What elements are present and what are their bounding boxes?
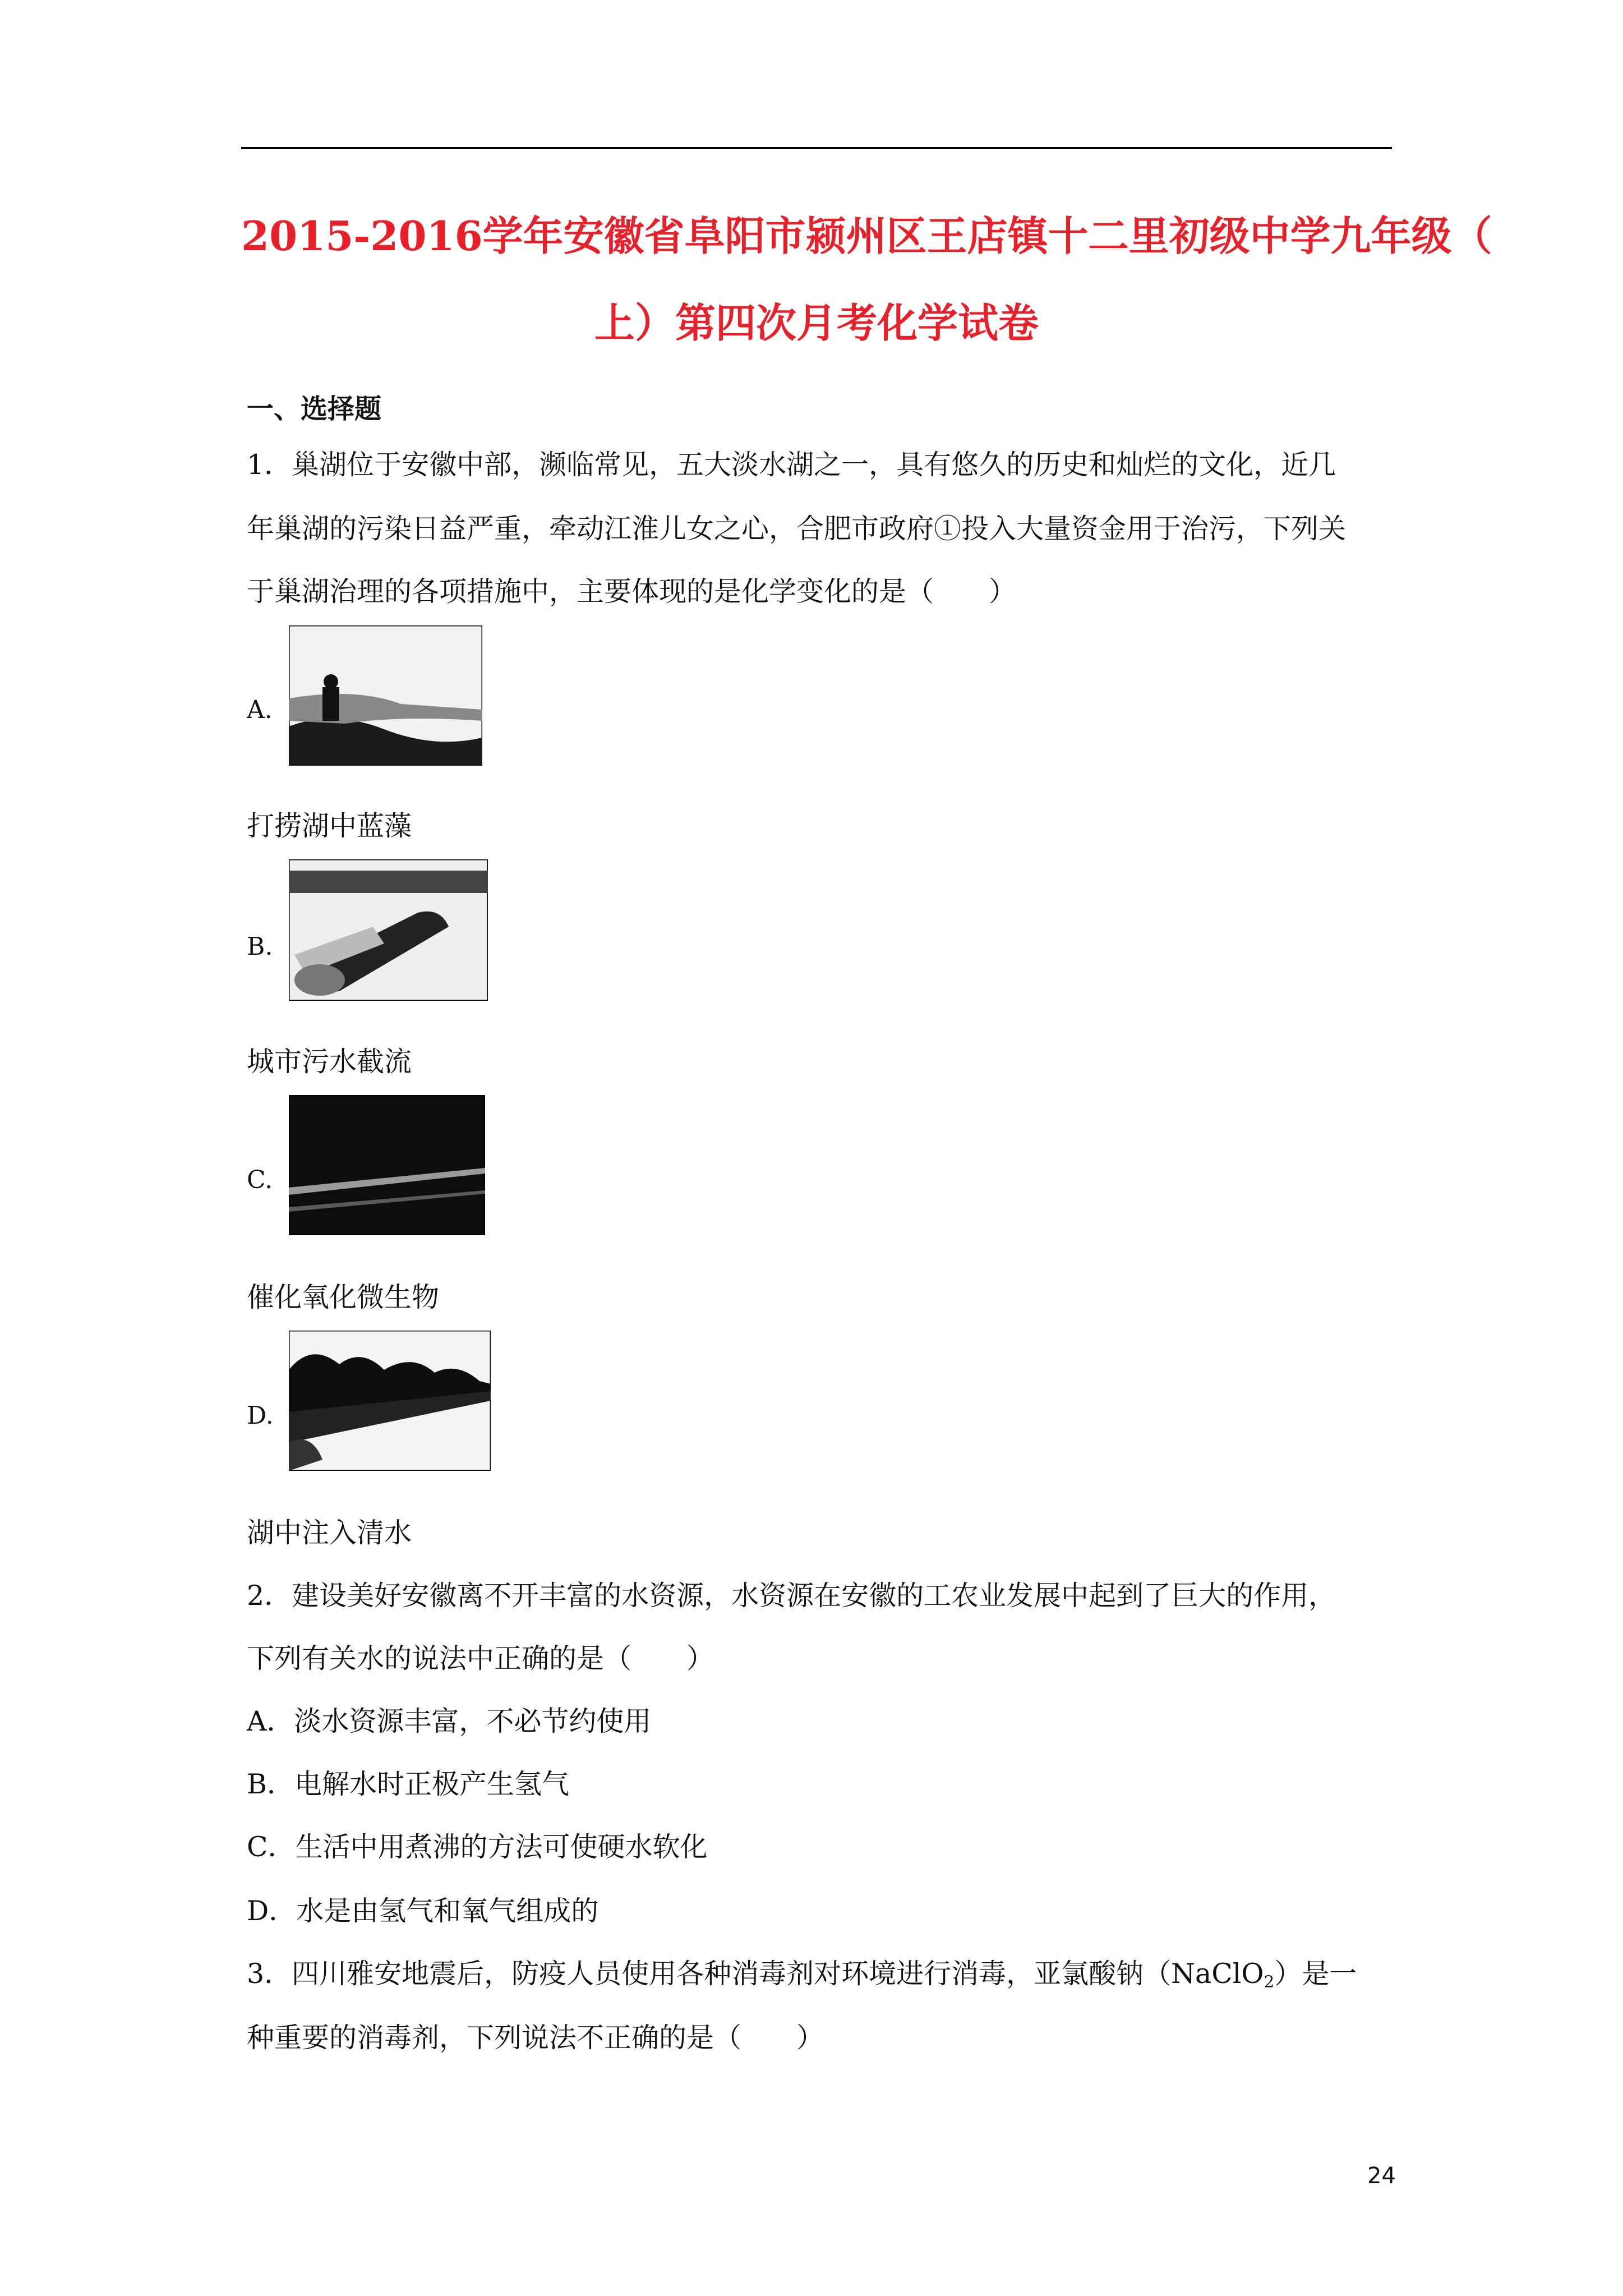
q1-line1: 1．巢湖位于安徽中部，濒临常见，五大淡水湖之一，具有悠久的历史和灿烂的文化，近几: [247, 449, 1336, 481]
q1-option-b-letter[interactable]: B.: [247, 932, 273, 961]
q2-option-c[interactable]: C．生活中用煮沸的方法可使硬水软化: [247, 1831, 708, 1863]
q3-line1-text: 3．四川雅安地震后，防疫人员使用各种消毒剂对环境进行消毒，亚氯酸钠（NaClO: [247, 1958, 1264, 1990]
q1-option-d-letter[interactable]: D.: [247, 1401, 274, 1430]
q1-option-c-caption: 催化氧化微生物: [247, 1281, 440, 1313]
q1-option-a-letter[interactable]: A.: [247, 696, 273, 724]
q1-option-d-image: [289, 1331, 491, 1471]
header-rule: [241, 147, 1392, 149]
q2-line1: 2．建设美好安徽离不开丰富的水资源，水资源在安徽的工农业发展中起到了巨大的作用，: [247, 1580, 1336, 1612]
q1-option-b-caption: 城市污水截流: [247, 1046, 412, 1078]
q2-line2: 下列有关水的说法中正确的是（ ）: [247, 1642, 714, 1674]
q1-option-c-letter[interactable]: C.: [247, 1166, 273, 1194]
page-number: 24: [1367, 2163, 1396, 2189]
q1-option-d-caption: 湖中注入清水: [247, 1517, 412, 1549]
q3-line2: 种重要的消毒剂，下列说法不正确的是（ ）: [247, 2022, 824, 2054]
exam-title-line1: 2015-2016学年安徽省阜阳市颍州区王店镇十二里初级中学九年级（: [241, 212, 1492, 260]
exam-title-line2: 上）第四次月考化学试卷: [594, 299, 1039, 347]
q1-option-c-image: [289, 1095, 485, 1235]
q2-option-d[interactable]: D．水是由氢气和氧气组成的: [247, 1895, 599, 1927]
q1-option-b-image: [289, 859, 488, 1001]
q2-option-a[interactable]: A．淡水资源丰富，不必节约使用: [247, 1705, 652, 1737]
q3-line1: [247, 1960, 1391, 1990]
q2-option-b[interactable]: B．电解水时正极产生氢气: [247, 1768, 570, 1800]
q1-option-a-caption: 打捞湖中蓝藻: [247, 810, 412, 842]
q3-line1-end: ）是一: [1274, 1958, 1357, 1990]
q3-subscript: 2: [1264, 1972, 1275, 1991]
q1-line2: 年巢湖的污染日益严重，牵动江淮儿女之心，合肥市政府①投入大量资金用于治污，下列关: [247, 513, 1347, 545]
q1-option-a-image: [289, 625, 482, 766]
section-heading: 一、选择题: [247, 393, 382, 425]
q1-line3: 于巢湖治理的各项措施中，主要体现的是化学变化的是（ ）: [247, 576, 1017, 608]
